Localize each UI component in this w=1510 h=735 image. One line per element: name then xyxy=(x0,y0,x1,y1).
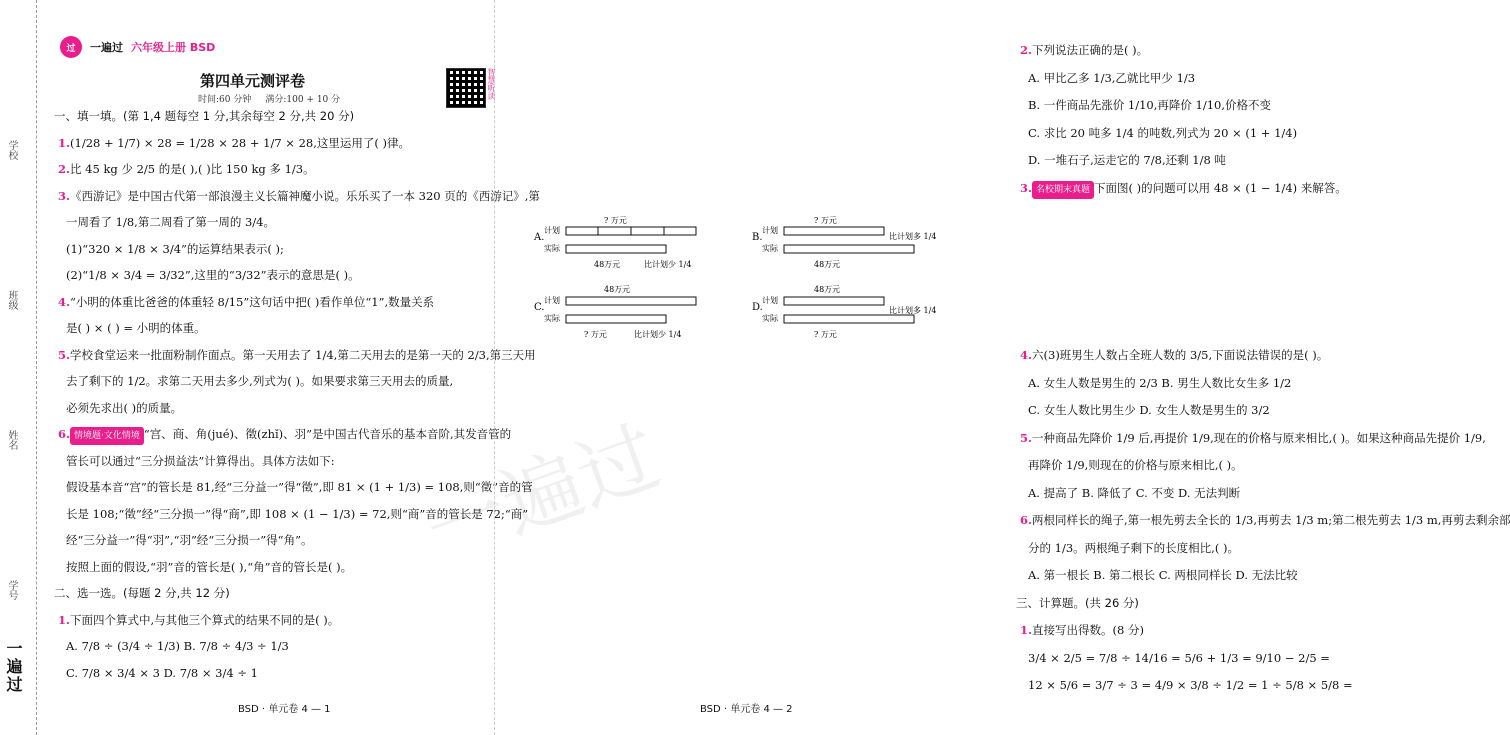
question-number: 2. xyxy=(1020,43,1033,57)
question-line xyxy=(1020,430,1486,446)
diagram-b-bottom: 48万元 xyxy=(814,260,841,269)
left-page xyxy=(0,0,540,735)
question-line xyxy=(1020,180,1347,199)
question-text: 两根同样长的绳子,第一根先剪去全长的 1/3,再剪去 1/3 m;第二根先剪去 1/3 m,再剪去剩余部 xyxy=(1032,513,1510,527)
question-line xyxy=(58,161,315,177)
question-line xyxy=(66,320,206,336)
question-number: 6. xyxy=(1020,513,1033,527)
section-heading xyxy=(1016,595,1139,611)
question-text: 管长可以通过“三分损益法”计算得出。具体方法如下: xyxy=(66,453,335,468)
question-line xyxy=(58,188,540,204)
question-number: 4. xyxy=(58,294,71,309)
question-line xyxy=(58,294,434,310)
question-line xyxy=(66,267,360,283)
question-line xyxy=(1028,70,1195,86)
page-header xyxy=(60,36,215,58)
question-text: 学校食堂运来一批面粉制作面点。第一天用去了 1/4,第二天用去的是第一天的 2/3,第三天用 xyxy=(70,347,536,362)
diagram-c-plan: 计划 xyxy=(544,296,560,305)
question-text: “小明的体重比爸爸的体重轻 8/15”这句话中把( )看作单位“1”,数量关系 xyxy=(70,294,435,309)
question-line xyxy=(1020,622,1144,638)
question-line xyxy=(58,347,536,363)
question-text: D. 一堆石子,运走它的 7/8,还剩 1/8 吨 xyxy=(1028,153,1226,167)
question-text: C. 求比 20 吨多 1/4 的吨数,列式为 20 × (1 + 1/4) xyxy=(1028,125,1298,140)
question-text: A. 第一根长 B. 第二根长 C. 两根同样长 D. 无法比较 xyxy=(1028,568,1298,582)
question-text: A. 提高了 B. 降低了 C. 不变 D. 无法判断 xyxy=(1028,485,1241,500)
question-text: 下面图( )的问题可以用 48 × (1 − 1/4) 来解答。 xyxy=(1094,180,1347,195)
diagram-a-note: 比计划少 1/4 xyxy=(644,260,692,269)
watermark: 一遍过 xyxy=(413,409,672,579)
question-text: 下面四个算式中,与其他三个算式的结果不同的是( )。 xyxy=(70,612,340,627)
question-text: A. 甲比乙多 1/3,乙就比甲少 1/3 xyxy=(1028,70,1196,85)
question-line xyxy=(1028,125,1297,141)
diagram-a-plan: 计划 xyxy=(544,226,560,235)
question-text: 一种商品先降价 1/9 后,再提价 1/9,现在的价格与原来相比,( )。如果这种商品先提价 1/9, xyxy=(1032,430,1486,445)
question-text: 再降价 1/9,则现在的价格与原来相比,( )。 xyxy=(1028,458,1243,472)
question-text: 直接写出得数。(8 分) xyxy=(1032,623,1144,637)
question-line xyxy=(58,135,410,151)
question-text: 是( ) × ( ) = 小明的体重。 xyxy=(66,321,206,335)
qr-label: 智慧听读 xyxy=(487,68,496,100)
diagram-d-plan: 计划 xyxy=(762,296,778,305)
question-number: 1. xyxy=(58,135,71,150)
question-line xyxy=(1028,97,1271,113)
exam-meta xyxy=(198,92,340,105)
question-line xyxy=(66,241,284,257)
question-line xyxy=(1028,677,1353,693)
question-text: 三、计算题。(共 26 分) xyxy=(1016,595,1139,610)
svg-text:D.: D. xyxy=(752,302,763,313)
diagram-c-actual: 实际 xyxy=(544,314,560,323)
diagram-d-bottom: ? 万元 xyxy=(814,330,837,339)
diagram-b-actual: 实际 xyxy=(762,244,778,253)
id-label: 学号 xyxy=(6,580,17,600)
question-text: 3/4 × 2/5 = 7/8 ÷ 14/16 = 5/6 + 1/3 = 9/10 − 2/5 = xyxy=(1028,650,1330,665)
question-line xyxy=(66,638,289,654)
question-text: A. 女生人数是男生的 2/3 B. 男生人数比女生多 1/2 xyxy=(1028,375,1292,390)
diagram-d[interactable] xyxy=(752,285,936,339)
question-text: 比 45 kg 少 2/5 的是( ),( )比 150 kg 多 1/3。 xyxy=(70,162,315,176)
svg-text:A.: A. xyxy=(534,232,545,243)
question-line xyxy=(1028,375,1291,391)
question-number: 6. xyxy=(58,427,71,441)
question-text: 六(3)班男生人数占全班人数的 3/5,下面说法错误的是( )。 xyxy=(1032,348,1329,362)
question-line xyxy=(66,373,453,389)
question-text: (2)“1/8 × 3/4 = 3/32”,这里的“3/32”表示的意思是( )。 xyxy=(66,268,360,282)
page-fold-divider xyxy=(494,0,495,735)
question-text: 12 × 5/6 = 3/7 ÷ 3 = 4/9 × 3/8 ÷ 1/2 = 1 ÷ 5/8 × 5/8 = xyxy=(1028,678,1353,692)
full-score: 满分:100 + 10 分 xyxy=(265,95,341,105)
question-line xyxy=(66,453,335,469)
right-page xyxy=(500,0,1510,735)
section-heading xyxy=(54,108,354,124)
question-text: 一、填一填。(第 1,4 题每空 1 分,其余每空 2 分,共 20 分) xyxy=(54,109,355,123)
brand-logo-icon: 过 xyxy=(60,36,82,58)
question-text: 下列说法正确的是( )。 xyxy=(1032,43,1149,57)
series-label: 六年级上册 BSD xyxy=(131,41,216,54)
diagram-b-plan: 计划 xyxy=(762,226,778,235)
question-line xyxy=(1020,512,1510,528)
school-label: 学校 xyxy=(6,140,17,160)
question-number: 3. xyxy=(58,188,71,203)
svg-text:B.: B. xyxy=(752,232,763,243)
question-text: (1/28 + 1/7) × 28 = 1/28 × 28 + 1/7 × 28,这里运用了( )律。 xyxy=(70,135,411,150)
question-number: 1. xyxy=(1020,623,1033,637)
question-text: 《西游记》是中国古代第一部浪漫主义长篇神魔小说。乐乐买了一本 320 页的《西游记》,第 xyxy=(70,188,540,203)
question-text: C. 7/8 × 3/4 × 3 D. 7/8 × 3/4 ÷ 1 xyxy=(66,665,258,680)
question-number: 2. xyxy=(58,162,71,176)
question-text: 按照上面的假设,“羽”音的管长是( ),“角”音的管长是( )。 xyxy=(66,559,353,574)
question-line xyxy=(66,559,352,575)
name-label: 姓名 xyxy=(6,430,17,450)
question-line xyxy=(66,400,182,416)
question-line xyxy=(58,612,339,628)
question-line xyxy=(1020,347,1328,363)
question-line xyxy=(66,214,275,230)
question-text: 长是 108;“徵”经“三分损一”得“商”,即 108 × (1 − 1/3) = 72,则“商”音的管长是 72;“商” xyxy=(66,506,529,521)
page-footer-right: BSD · 单元卷 4 — 2 xyxy=(700,704,793,715)
question-text: (1)“320 × 1/8 × 3/4”的运算结果表示( ); xyxy=(66,241,284,256)
question-text: 二、选一选。(每题 2 分,共 12 分) xyxy=(54,586,230,600)
bar-diagrams xyxy=(534,215,974,345)
diagram-b-note: 比计划多 1/4 xyxy=(889,232,937,241)
diagram-d-actual: 实际 xyxy=(762,314,778,323)
question-text: 经“三分益一”得“羽”,“羽”经“三分损一”得“角”。 xyxy=(66,533,313,547)
diagram-c-note: 比计划少 1/4 xyxy=(634,330,682,339)
question-number: 5. xyxy=(1020,430,1033,445)
svg-text:C.: C. xyxy=(534,302,545,313)
diagram-a-actual: 实际 xyxy=(544,244,560,253)
question-text: 去了剩下的 1/2。求第二天用去多少,列式为( )。如果要求第三天用去的质量, xyxy=(66,374,454,388)
question-text: A. 7/8 ÷ (3/4 ÷ 1/3) B. 7/8 ÷ 4/3 ÷ 1/3 xyxy=(66,639,289,653)
question-line xyxy=(66,665,258,681)
diagram-a[interactable] xyxy=(533,216,696,269)
question-line xyxy=(1028,402,1270,418)
question-line xyxy=(66,532,312,548)
question-text: C. 女生人数比男生少 D. 女生人数是男生的 3/2 xyxy=(1028,403,1270,417)
gutter-brand: 一遍过 xyxy=(4,640,23,694)
brand-name: 一遍过 xyxy=(90,41,123,54)
diagram-c-bottom: ? 万元 xyxy=(584,330,607,339)
question-number: 1. xyxy=(58,612,71,627)
time-limit: 时间:60 分钟 xyxy=(198,95,252,105)
question-line xyxy=(1028,485,1240,501)
question-line xyxy=(58,426,511,445)
question-line xyxy=(1028,540,1239,556)
question-number: 4. xyxy=(1020,348,1033,362)
question-text: B. 一件商品先涨价 1/10,再降价 1/10,价格不变 xyxy=(1028,98,1272,112)
question-text: 分的 1/3。两根绳子剩下的长度相比,( )。 xyxy=(1028,540,1239,555)
diagram-b[interactable] xyxy=(752,216,936,269)
page-footer-left: BSD · 单元卷 4 — 1 xyxy=(238,704,331,715)
diagram-d-note: 比计划多 1/4 xyxy=(889,306,937,315)
question-text: 必须先求出( )的质量。 xyxy=(66,400,183,415)
question-text: “宫、商、角(jué)、徵(zhǐ)、羽”是中国古代音乐的基本音阶,其发音管的 xyxy=(143,427,512,441)
question-line xyxy=(1028,650,1330,666)
qr-code-icon[interactable] xyxy=(446,68,486,108)
question-number: 5. xyxy=(58,347,71,362)
binding-gutter xyxy=(0,0,37,735)
diagram-d-top: 48万元 xyxy=(814,285,841,294)
page-title: 第四单元测评卷 xyxy=(200,72,306,90)
class-label: 班级 xyxy=(6,290,17,310)
question-tag: 名校期末真题 xyxy=(1032,181,1094,199)
diagram-a-top: ? 万元 xyxy=(604,216,627,225)
question-text: 假设基本音“宫”的管长是 81,经“三分益一”得“徵”,即 81 × (1 + 1/3) = 108,则“徵”音的管 xyxy=(66,480,533,494)
diagram-a-bottom: 48万元 xyxy=(594,260,621,269)
question-number: 3. xyxy=(1020,180,1033,195)
question-line xyxy=(1028,152,1226,168)
question-tag: 情境题·文化情境 xyxy=(70,427,144,445)
diagram-c[interactable] xyxy=(534,285,696,339)
question-line xyxy=(1028,457,1243,473)
question-text: 一周看了 1/8,第二周看了第一周的 3/4。 xyxy=(66,215,275,229)
question-line xyxy=(1028,567,1298,583)
diagram-b-top: ? 万元 xyxy=(814,216,837,225)
section-heading xyxy=(54,585,230,601)
question-line xyxy=(1020,42,1148,58)
diagram-c-top: 48万元 xyxy=(604,285,631,294)
